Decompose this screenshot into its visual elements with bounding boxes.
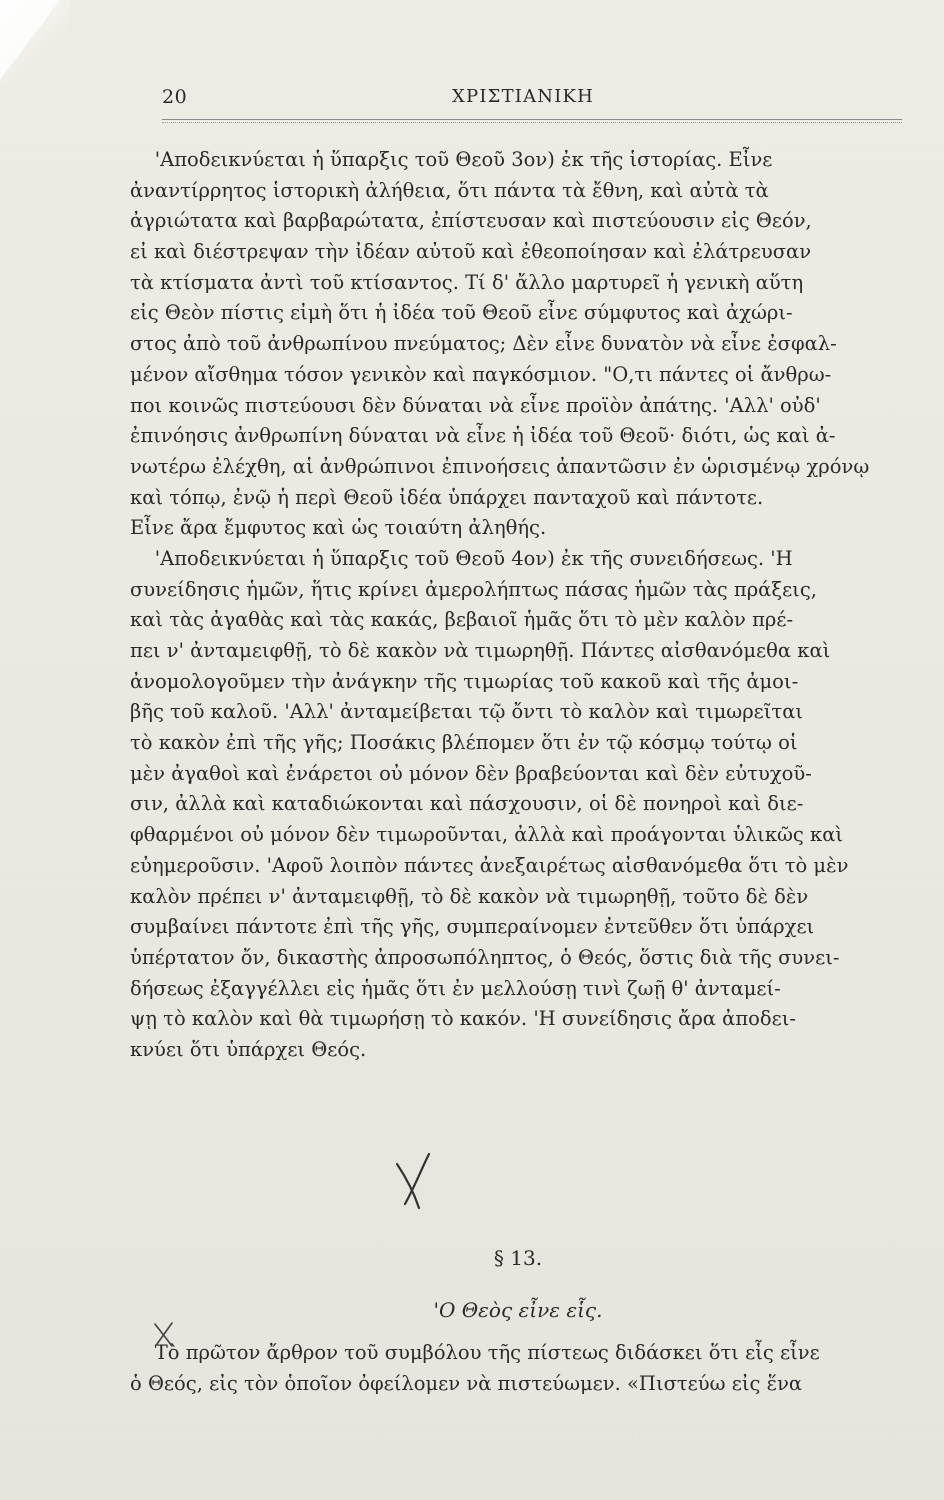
text-line: καὶ τόπῳ, ἐνῷ ἡ περὶ Θεοῦ ἰδέα ὑπάρχει πανταχοῦ καὶ πάντοτε. <box>130 485 764 509</box>
text-line: ἀγριώτατα καὶ βαρβαρώτατα, ἐπίστευσαν καὶ πιστεύουσιν εἰς Θεόν, <box>130 209 812 233</box>
text-line: φθαρμένοι οὐ μόνον δὲν τιμωροῦνται, ἀλλὰ καὶ προάγονται ὑλικῶς καὶ <box>130 823 844 847</box>
running-title: ΧΡΙΣΤΙΑΝΙΚΗ <box>452 86 595 107</box>
text-line: καὶ τὰς ἀγαθὰς καὶ τὰς κακάς, βεβαιοῖ ἡμᾶς ὅτι τὸ μὲν καλὸν πρέ- <box>130 608 794 632</box>
text-line: συνείδησις ἡμῶν, ἥτις κρίνει ἀμερολήπτως πάσας ἡμῶν τὰς πράξεις, <box>130 577 817 601</box>
text-line: ἀναντίρρητος ἱστορικὴ ἀλήθεια, ὅτι πάντα τὰ ἔθνη, καὶ αὐτὰ τὰ <box>130 178 769 202</box>
header-rule-dotted <box>162 122 902 123</box>
body-text <box>130 145 906 1066</box>
text-line: κνύει ὅτι ὑπάρχει Θεός. <box>130 1037 367 1061</box>
text-line: τὸ κακὸν ἐπὶ τῆς γῆς; Ποσάκις βλέπομεν ὅτι ἐν τῷ κόσμῳ τούτῳ οἱ <box>130 731 798 755</box>
text-line: Εἶνε ἄρα ἔμφυτος καὶ ὡς τοιαύτη ἀληθής. <box>130 516 547 540</box>
paragraph-historical-proof <box>130 145 906 544</box>
text-line: 'Αποδεικνύεται ἡ ὕπαρξις τοῦ Θεοῦ 4ον) ἐκ τῆς συνειδήσεως. 'Η <box>130 546 793 570</box>
text-line: τὰ κτίσματα ἀντὶ τοῦ κτίσαντος. Τί δ' ἄλλο μαρτυρεῖ ἡ γενικὴ αὕτη <box>130 270 804 294</box>
text-line: σιν, ἀλλὰ καὶ καταδιώκονται καὶ πάσχουσιν, οἱ δὲ πονηροὶ καὶ διε- <box>130 792 804 816</box>
text-line: 'Αποδεικνύεται ἡ ὕπαρξις τοῦ Θεοῦ 3ον) ἐκ τῆς ἱστορίας. Εἶνε <box>130 148 773 171</box>
text-line: εἰ καὶ διέστρεψαν τὴν ἰδέαν αὐτοῦ καὶ ἐθεοποίησαν καὶ ἐλάτρευσαν <box>130 240 812 264</box>
text-line: δήσεως ἐξαγγέλλει εἰς ἡμᾶς ὅτι ἐν μελλούσῃ τινὶ ζωῇ θ' ἀνταμεί- <box>130 976 781 1000</box>
text-line: μένον αἴσθημα τόσον γενικὸν καὶ παγκόσμιον. "Ο,τι πάντες οἱ ἄνθρω- <box>130 362 832 386</box>
page-header <box>162 86 902 116</box>
handwritten-x-icon <box>393 1150 433 1214</box>
text-line: ψῃ τὸ καλὸν καὶ θὰ τιμωρήσῃ τὸ κακόν. 'Η συνείδησις ἄρα ἀποδει- <box>130 1007 796 1031</box>
text-line: καλὸν πρέπει ν' ἀνταμειφθῇ, τὸ δὲ κακὸν νὰ τιμωρηθῇ, τοῦτο δὲ δὲν <box>130 884 809 908</box>
section-number: § 13. <box>493 1246 543 1270</box>
text-line: Τὸ πρῶτον ἄρθρον τοῦ συμβόλου τῆς πίστεως διδάσκει ὅτι εἷς εἶνε <box>130 1341 820 1364</box>
text-line: ὑπέρτατον ὄν, δικαστὴς ἀπροσωπόληπτος, ὁ Θεός, ὅστις διὰ τῆς συνει- <box>130 945 840 969</box>
text-line: ποι κοινῶς πιστεύουσι δὲν δύναται νὰ εἶνε προϊὸν ἀπάτης. 'Αλλ' οὐδ' <box>130 393 821 417</box>
text-line: νωτέρω ἐλέχθη, αἱ ἀνθρώπινοι ἐπινοήσεις ἀπαντῶσιν ἐν ὡρισμένῳ χρόνῳ <box>130 454 870 478</box>
text-line: εὐημεροῦσιν. 'Αφοῦ λοιπὸν πάντες ἀνεξαιρέτως αἰσθανόμεθα ὅτι τὸ μὲν <box>130 853 849 877</box>
text-line: συμβαίνει πάντοτε ἐπὶ τῆς γῆς, συμπεραίνομεν ἐντεῦθεν ὅτι ὑπάρχει <box>130 915 815 939</box>
corner-highlight <box>0 0 70 100</box>
text-line: ἐπινόησις ἀνθρωπίνη δύναται νὰ εἶνε ἡ ἰδέα τοῦ Θεοῦ· διότι, ὡς καὶ ἀ- <box>130 424 836 448</box>
page-number: 20 <box>162 86 188 108</box>
header-rule <box>162 119 902 120</box>
paragraph-conscience-proof <box>130 544 906 1066</box>
text-line: βῆς τοῦ καλοῦ. 'Αλλ' ἀνταμείβεται τῷ ὄντι τὸ καλὸν καὶ τιμωρεῖται <box>130 700 804 724</box>
text-line: μὲν ἀγαθοὶ καὶ ἐνάρετοι οὐ μόνον δὲν βραβεύονται καὶ δὲν εὐτυχοῦ- <box>130 761 812 785</box>
text-line: στος ἀπὸ τοῦ ἀνθρωπίνου πνεύματος; Δὲν εἶνε δυνατὸν νὰ εἶνε ἐσφαλ- <box>130 332 837 356</box>
text-line: εἰς Θεὸν πίστις εἰμὴ ὅτι ἡ ἰδέα τοῦ Θεοῦ εἶνε σύμφυτος καὶ ἀχώρι- <box>130 301 793 325</box>
paragraph-first-article <box>130 1338 906 1399</box>
text-line: ὁ Θεός, εἰς τὸν ὁποῖον ὀφείλομεν νὰ πιστεύωμεν. «Πιστεύω εἰς ἕνα <box>130 1371 803 1395</box>
section-title: 'Ο Θεὸς εἶνε εἷς. <box>433 1298 603 1322</box>
text-line: πει ν' ἀνταμειφθῇ, τὸ δὲ κακὸν νὰ τιμωρηθῇ. Πάντες αἰσθανόμεθα καὶ <box>130 639 831 662</box>
text-line: ἀνομολογοῦμεν τὴν ἀνάγκην τῆς τιμωρίας τοῦ κακοῦ καὶ τῆς ἀμοι- <box>130 669 799 693</box>
